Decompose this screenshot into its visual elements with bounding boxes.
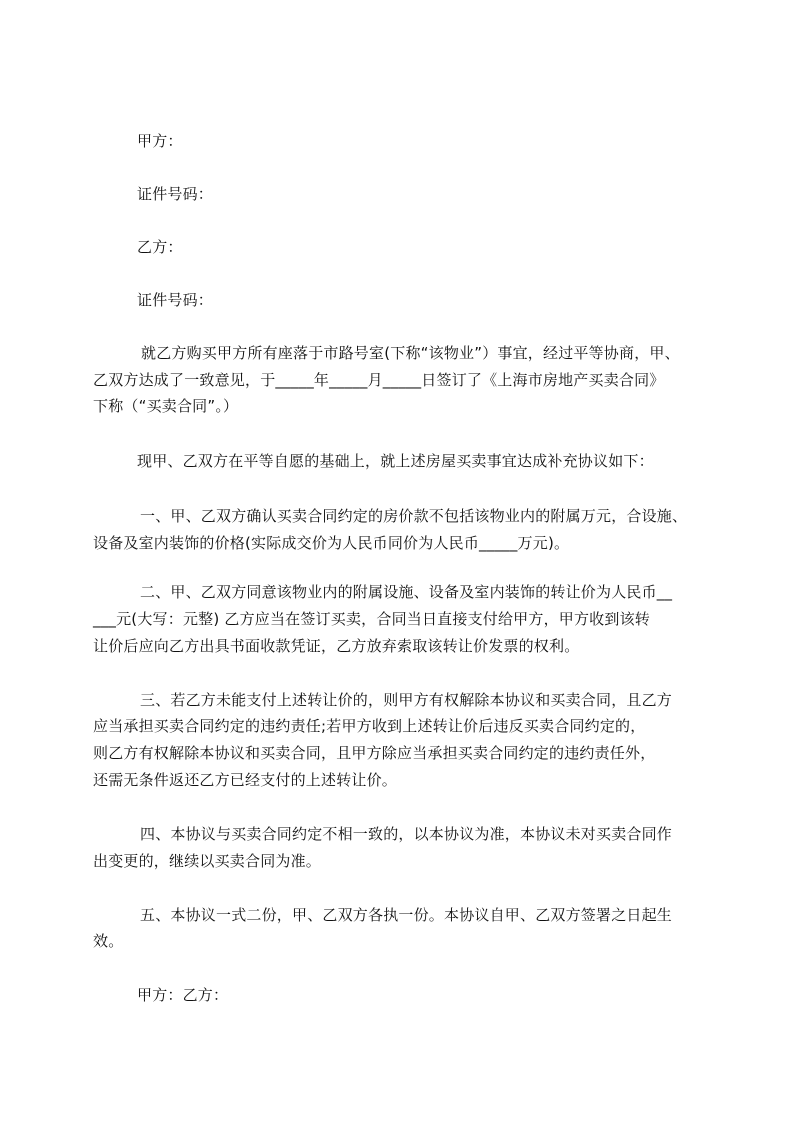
party-b-id-label: 证件号码： <box>137 291 214 309</box>
preamble: 现甲、乙双方在平等自愿的基础上，就上述房屋买卖事宜达成补充协议如下： <box>137 452 654 470</box>
party-b-label: 乙方： <box>137 238 183 256</box>
clause-2-line-2: ___元(大写：元整) 乙方应当在签订买卖，合同当日直接支付给甲方，甲方收到该转 <box>93 610 650 628</box>
clause-3-line-1: 三、若乙方未能支付上述转让价的，则甲方有权解除本协议和买卖合同，且乙方 <box>140 691 673 709</box>
clause-5-line-1: 五、本协议一式二份，甲、乙双方各执一份。本协议自甲、乙双方签署之日起生 <box>140 906 673 924</box>
clause-3-line-2: 应当承担买卖合同约定的违约责任;若甲方收到上述转让价后违反买卖合同约定的， <box>93 717 646 735</box>
signature-line: 甲方：乙方： <box>137 986 229 1004</box>
clause-3-line-3: 则乙方有权解除本协议和买卖合同，且甲方除应当承担买卖合同约定的违约责任外， <box>93 744 656 762</box>
clause-4-line-1: 四、本协议与买卖合同约定不相一致的，以本协议为准，本协议未对买卖合同作 <box>140 825 673 843</box>
clause-2-line-1: 二、甲、乙双方同意该物业内的附属设施、设备及室内装饰的转让价为人民币__ <box>140 583 673 601</box>
clause-2-line-3: 让价后应向乙方出具书面收款凭证，乙方放弃索取该转让价发票的权利。 <box>93 637 580 655</box>
clause-1-line-2: 设备及室内装饰的价格(实际成交价为人民币同价为人民币_____万元)。 <box>93 534 570 552</box>
clause-4-line-2: 出变更的，继续以买卖合同为准。 <box>93 852 322 870</box>
party-a-label: 甲方： <box>137 132 183 150</box>
clause-5-line-2: 效。 <box>93 932 124 950</box>
intro-line-3: 下称（“买卖合同”。） <box>93 397 239 415</box>
clause-1-line-1: 一、甲、乙双方确认买卖合同约定的房价款不包括该物业内的附属万元，合设施、 <box>140 507 688 525</box>
intro-line-2: 乙双方达成了一致意见，于_____年_____月_____日签订了《上海市房地产买卖合同》 <box>93 371 665 389</box>
intro-line-1: 就乙方购买甲方所有座落于市路号室(下称“该物业”）事宜，经过平等协商，甲、 <box>141 344 680 362</box>
clause-3-line-4: 还需无条件返还乙方已经支付的上述转让价。 <box>93 771 398 789</box>
party-a-id-label: 证件号码： <box>137 185 214 203</box>
